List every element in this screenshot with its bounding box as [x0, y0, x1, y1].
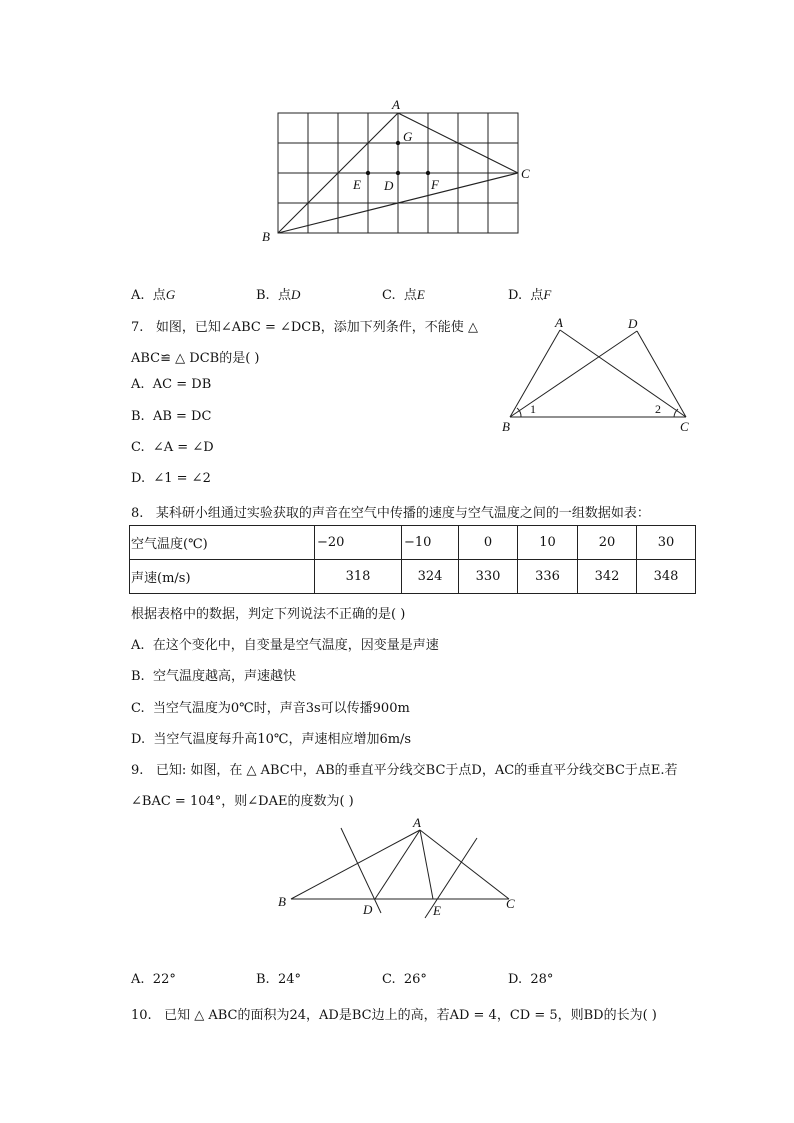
q7-line2: ABC≌ △ DCB的是( ): [131, 351, 260, 366]
label-c: C: [521, 166, 530, 181]
table-row: [130, 526, 696, 560]
q7-option-c[interactable]: C. ∠A = ∠D: [131, 440, 214, 455]
q8-stem: 8. 某科研小组通过实验获取的声音在空气中传播的速度与空气温度之间的一组数据如表：: [131, 506, 650, 521]
q8-option-b[interactable]: B. 空气温度越高，声速越快: [131, 669, 296, 684]
q7-option-a[interactable]: A. AC = DB: [131, 377, 212, 392]
q9-label-a: A: [413, 815, 421, 830]
label-f: F: [431, 177, 439, 192]
label-b: B: [262, 229, 270, 244]
q9-label-c: C: [506, 896, 515, 911]
table-cell: 330: [459, 560, 518, 594]
q10-stem: 10. 已知 △ ABC的面积为24，AD是BC边上的高，若AD = 4，CD = 5，则BD的长为( ): [131, 1008, 657, 1023]
q9-label-b: B: [278, 894, 286, 909]
table-cell: 10: [518, 526, 578, 560]
q7-label-b: B: [502, 419, 510, 434]
q9-option-c[interactable]: C. 26°: [382, 972, 427, 987]
table-cell: 318: [315, 560, 402, 594]
q6-option-a[interactable]: A. 点G: [131, 287, 176, 303]
point-d: [396, 171, 400, 175]
label-e: E: [353, 177, 361, 192]
q8-option-a[interactable]: A. 在这个变化中，自变量是空气温度，因变量是声速: [131, 638, 439, 653]
table-header-speed: 声速(m/s): [130, 560, 315, 594]
point-g: [396, 141, 400, 145]
q7-option-d[interactable]: D. ∠1 = ∠2: [131, 471, 211, 486]
table-cell: 20: [578, 526, 637, 560]
q7-label-c: C: [680, 419, 689, 434]
table-cell: −20: [315, 526, 402, 560]
table-header-temp: 空气温度(℃): [130, 526, 315, 560]
grid-figure: [250, 95, 550, 250]
q7-label-1: 1: [530, 402, 536, 416]
table-cell: 348: [637, 560, 696, 594]
table-cell: −10: [402, 526, 459, 560]
table-cell: 336: [518, 560, 578, 594]
q7-label-a: A: [555, 315, 563, 330]
label-d: D: [384, 178, 394, 193]
q8-option-d[interactable]: D. 当空气温度每升高10℃，声速相应增加6m/s: [131, 732, 412, 747]
table-cell: 342: [578, 560, 637, 594]
q7-label-2: 2: [655, 402, 661, 416]
table-cell: 30: [637, 526, 696, 560]
sound-speed-table: [129, 525, 696, 594]
point-f: [426, 171, 430, 175]
point-e: [366, 171, 370, 175]
table-cell: 0: [459, 526, 518, 560]
table-cell: 324: [402, 560, 459, 594]
label-a: A: [392, 97, 400, 112]
q9-option-b[interactable]: B. 24°: [256, 972, 301, 987]
label-g: G: [403, 129, 413, 144]
q9-figure: [270, 815, 530, 925]
q7-option-b[interactable]: B. AB = DC: [131, 409, 212, 424]
q6-option-b[interactable]: B. 点D: [256, 287, 301, 303]
q9-option-d[interactable]: D. 28°: [508, 972, 554, 987]
q8-question: 根据表格中的数据，判定下列说法不正确的是( ): [131, 607, 406, 622]
q9-line2: ∠BAC = 104°，则∠DAE的度数为( ): [131, 794, 354, 809]
q7-label-d: D: [628, 316, 638, 331]
q6-option-d[interactable]: D. 点F: [508, 287, 552, 303]
q9-label-e: E: [433, 903, 441, 918]
q7-figure: [495, 310, 705, 440]
q7-line1: 7. 如图，已知∠ABC = ∠DCB，添加下列条件，不能使 △: [131, 320, 478, 335]
q9-option-a[interactable]: A. 22°: [131, 972, 176, 987]
q9-line1: 9. 已知: 如图，在 △ ABC中，AB的垂直平分线交BC于点D，AC的垂直平分线交BC于点E.若: [131, 763, 678, 778]
table-row: [130, 560, 696, 594]
q6-option-c[interactable]: C. 点E: [382, 287, 425, 303]
q9-label-d: D: [363, 902, 373, 917]
q8-option-c[interactable]: C. 当空气温度为0℃时，声音3s可以传播900m: [131, 701, 410, 716]
